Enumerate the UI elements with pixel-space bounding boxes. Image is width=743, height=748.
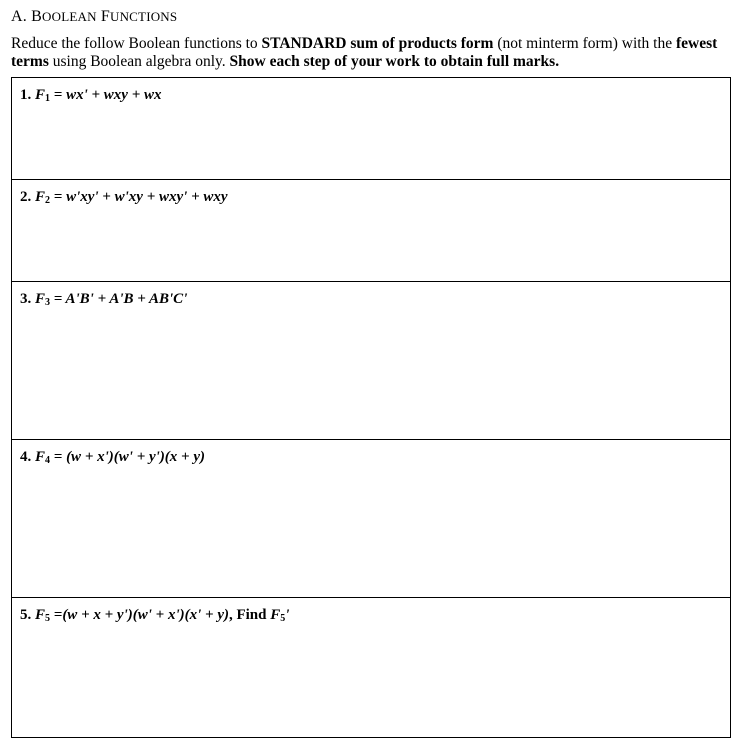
question-2-number: 2. [20,189,32,205]
question-row-4 [12,440,731,598]
question-table [11,77,731,738]
section-title-word2-initial: F [100,8,110,25]
question-5-number: 5. [20,607,32,623]
question-5-expression: =(w + x + y')(w' + x')(x' + y) [50,607,229,623]
section-letter: A. [11,8,27,25]
question-5-function: F [35,607,46,623]
question-4-subscript: 4 [45,455,51,466]
question-5-find-function: F [270,607,281,623]
section-title-word1-rest: OOLEAN [42,9,97,24]
answer-box-3[interactable] [12,282,731,440]
question-2-expression: = w'xy' + w'xy + wxy' + wxy [50,189,228,205]
question-2-text [12,180,730,206]
question-4-expression: = (w + x')(w' + y')(x + y) [50,449,206,465]
question-3-subscript: 3 [45,297,51,308]
answer-box-4[interactable] [12,440,731,598]
question-5-text [12,598,730,624]
question-4-number: 4. [20,449,32,465]
answer-box-5[interactable] [12,598,731,738]
question-row-3 [12,282,731,440]
question-3-text [12,282,730,308]
question-1-expression: = wx' + wxy + wx [50,87,162,103]
question-4-function: F [35,449,46,465]
question-3-expression: = A'B' + A'B + AB'C' [50,291,188,307]
question-row-2 [12,180,731,282]
question-3-function: F [35,291,46,307]
question-1-subscript: 1 [45,93,51,104]
instructions-standard-sop: STANDARD sum of products form [261,35,494,52]
question-3-number: 3. [20,291,32,307]
question-1-function: F [35,87,46,103]
question-5-suffix: , Find [228,607,271,623]
question-1-number: 1. [20,87,32,103]
instructions-part1: Reduce the follow Boolean functions to [11,35,262,52]
question-row-5 [12,598,731,738]
instructions-paragraph [11,35,731,71]
instructions-part5: using Boolean algebra only. [48,53,230,70]
section-title-word1-initial: B [31,8,43,25]
question-2-function: F [35,189,46,205]
question-5-subscript: 5 [45,613,51,624]
question-2-subscript: 2 [45,195,51,206]
answer-box-1[interactable] [12,78,731,180]
question-5-find-subscript: 5 [280,613,286,624]
section-title-word2-rest: UNCTIONS [110,9,178,24]
question-1-text [12,78,730,104]
answer-box-2[interactable] [12,180,731,282]
instructions-show-work: Show each step of your work to obtain full marks. [229,53,560,70]
question-row-1 [12,78,731,180]
section-heading [11,8,177,26]
question-5-find-prime: ' [285,607,290,623]
instructions-fewest-terms: fewest terms [11,35,718,70]
question-4-text [12,440,730,466]
instructions-part3: (not minterm form) with the [493,35,676,52]
